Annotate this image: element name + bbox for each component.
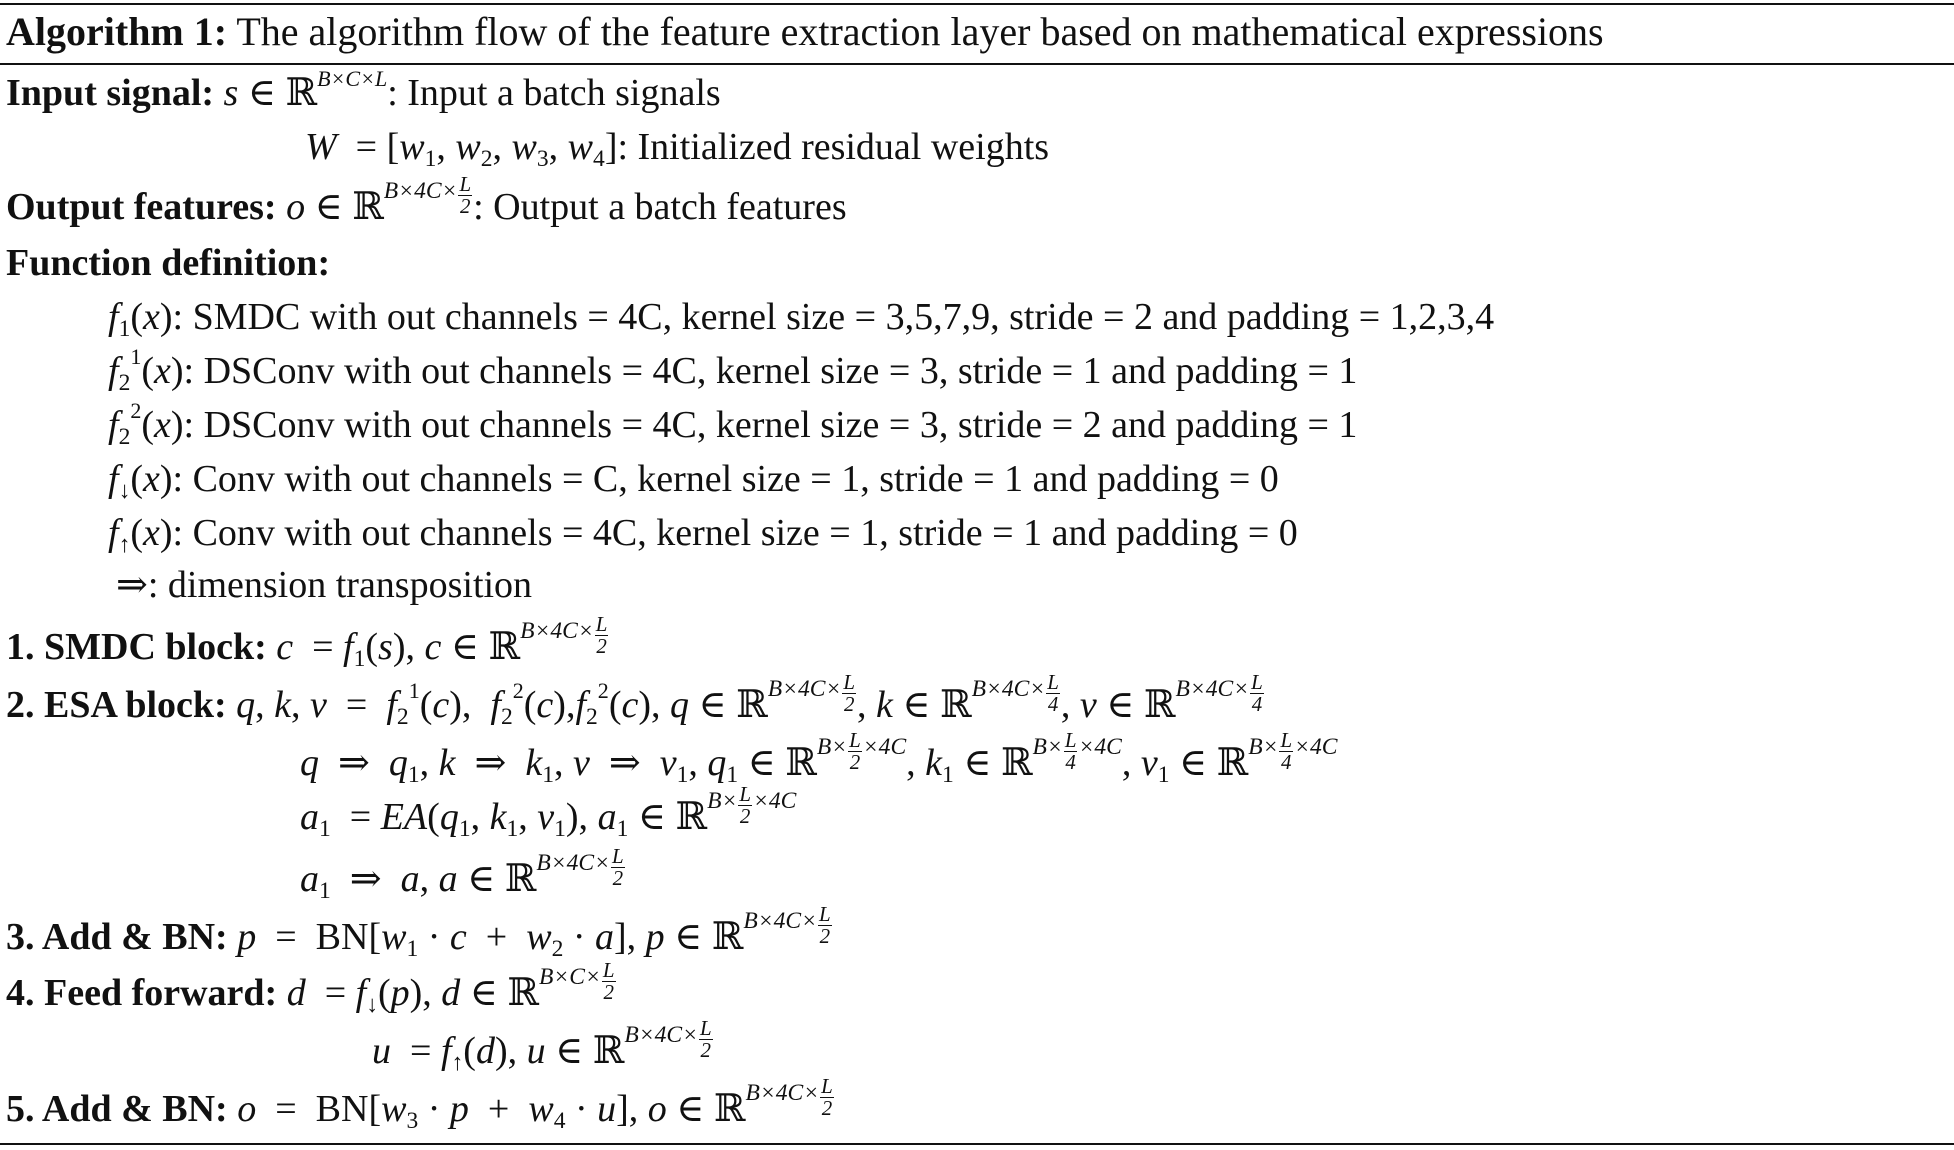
step-5-line <box>6 1074 835 1135</box>
fup-math: f↑(x) <box>108 512 173 559</box>
weights-math: W = [w1, w2, w3, w4] <box>305 126 618 173</box>
f22-math: $f2^2(x)$ <box>108 398 184 451</box>
step-4-up-line <box>372 1016 714 1077</box>
weights-desc: : Initialized residual weights <box>617 126 1050 168</box>
step-2-math: q, k, $v = f2^1(c)$, $f2^2(c),f2^2(c)$, q ∈ ℝ$^{B\times 4C\times}$ $\frac{L}{2}$ , k ∈ ℝ$^{B\times 4C\times}$ $\frac{L}{4}$ , v ∈ ℝ$^{B\times 4C\times}$ $\frac{L}{4}$ <box>236 670 1263 731</box>
weights-line <box>305 126 1050 173</box>
output-label: Output features: <box>6 186 277 228</box>
step-3-label: 3. Add & BN: <box>6 916 228 958</box>
step-2-attention-math: a1 = EA(q1, k1, v1), a1 ∈ ℝ$^{B\times}$ $\frac{L}{2}$ $^{\times 4C}$ <box>300 782 797 843</box>
fup-desc: : Conv with out channels = 4C, kernel size = 1, stride = 1 and padding = 0 <box>172 512 1298 554</box>
step-2-back-transpose-math: a1 ⇒ a, a ∈ ℝ$^{B\times 4C\times}$ $\frac{L}{2}$ <box>300 844 624 905</box>
step-2-attention-line <box>300 782 797 843</box>
step-4-up-math: u = f↑(d), u ∈ ℝ$^{B\times 4C\times}$ $\frac{L}{2}$ <box>372 1016 712 1077</box>
step-4-label: 4. Feed forward: <box>6 972 278 1014</box>
step-5-label: 5. Add & BN: <box>6 1088 228 1130</box>
step-2-transpose-math: q ⇒ q1, k ⇒ k1, v ⇒ v1, q1 ∈ ℝ$^{B\times}$ $\frac{L}{2}$ $^{\times 4C}$, k1 ∈ ℝ$^{B\times}$ $\frac{L}{4}$ $^{\times 4C}$, v1 ∈ ℝ$^{B\times}$ $\frac{L}{4}$ $^{\times 4C}$ <box>300 728 1338 789</box>
top-rule <box>0 3 1954 5</box>
transpose-arrow-icon: ⇒ <box>116 564 148 606</box>
f1-definition <box>108 296 1495 343</box>
algorithm-header <box>6 9 1604 54</box>
step-2-back-transpose-line <box>300 844 626 905</box>
algorithm-label: Algorithm 1: <box>6 9 228 54</box>
f21-definition <box>108 344 1358 397</box>
f1-math: f1(x) <box>108 296 173 343</box>
step-4-line <box>6 958 617 1019</box>
step-2-transpose-line <box>300 728 1338 789</box>
function-definition-label: Function definition: <box>6 242 331 284</box>
step-3-math: p = BN[w1 · c + w2 · a], p ∈ ℝ$^{B\times 4C\times}$ $\frac{L}{2}$ <box>237 902 831 963</box>
f21-math: $f2^1(x)$ <box>108 344 184 397</box>
step-3-line <box>6 902 833 963</box>
fup-definition <box>108 512 1298 559</box>
fdown-desc: : Conv with out channels = C, kernel size = 1, stride = 1 and padding = 0 <box>172 458 1279 500</box>
fdown-definition <box>108 458 1279 505</box>
input-math: s ∈ ℝ$^{B\times C\times L}$ <box>223 66 388 114</box>
step-5-math: o = BN[w3 · p + w4 · u], o ∈ ℝ$^{B\times 4C\times}$ $\frac{L}{2}$ <box>237 1074 833 1135</box>
transpose-desc: : dimension transposition <box>147 564 533 606</box>
f22-desc: : DSConv with out channels = 4C, kernel size = 3, stride = 2 and padding = 1 <box>183 404 1358 446</box>
f22-definition <box>108 398 1358 451</box>
f21-desc: : DSConv with out channels = 4C, kernel size = 3, stride = 1 and padding = 1 <box>183 350 1358 392</box>
step-2-line <box>6 670 1265 731</box>
bottom-rule <box>0 1143 1954 1145</box>
header-rule <box>0 63 1954 65</box>
step-4-math: d = f↓(p), d ∈ ℝ$^{B\times C\times}$ $\frac{L}{2}$ <box>286 958 615 1019</box>
algorithm-title: The algorithm flow of the feature extraction layer based on mathematical expressions <box>236 9 1604 54</box>
fdown-math: f↓(x) <box>108 458 173 505</box>
step-2-label: 2. ESA block: <box>6 684 227 726</box>
step-1-line <box>6 612 609 673</box>
input-signal-line <box>6 66 721 114</box>
step-1-label: 1. SMDC block: <box>6 626 267 668</box>
input-desc: : Input a batch signals <box>387 72 721 114</box>
f1-desc: : SMDC with out channels = 4C, kernel size = 3,5,7,9, stride = 2 and padding = 1,2,3,4 <box>172 296 1495 338</box>
output-math: o ∈ ℝ$^{B\times 4C\times}$ $\frac{L}{2}$ <box>286 172 472 228</box>
step-1-math: c = f1(s), c ∈ ℝ$^{B\times 4C\times}$ $\frac{L}{2}$ <box>276 612 608 673</box>
transpose-definition <box>116 566 532 604</box>
input-label: Input signal: <box>6 72 215 114</box>
output-desc: : Output a batch features <box>473 186 847 228</box>
output-features-line <box>6 172 847 232</box>
